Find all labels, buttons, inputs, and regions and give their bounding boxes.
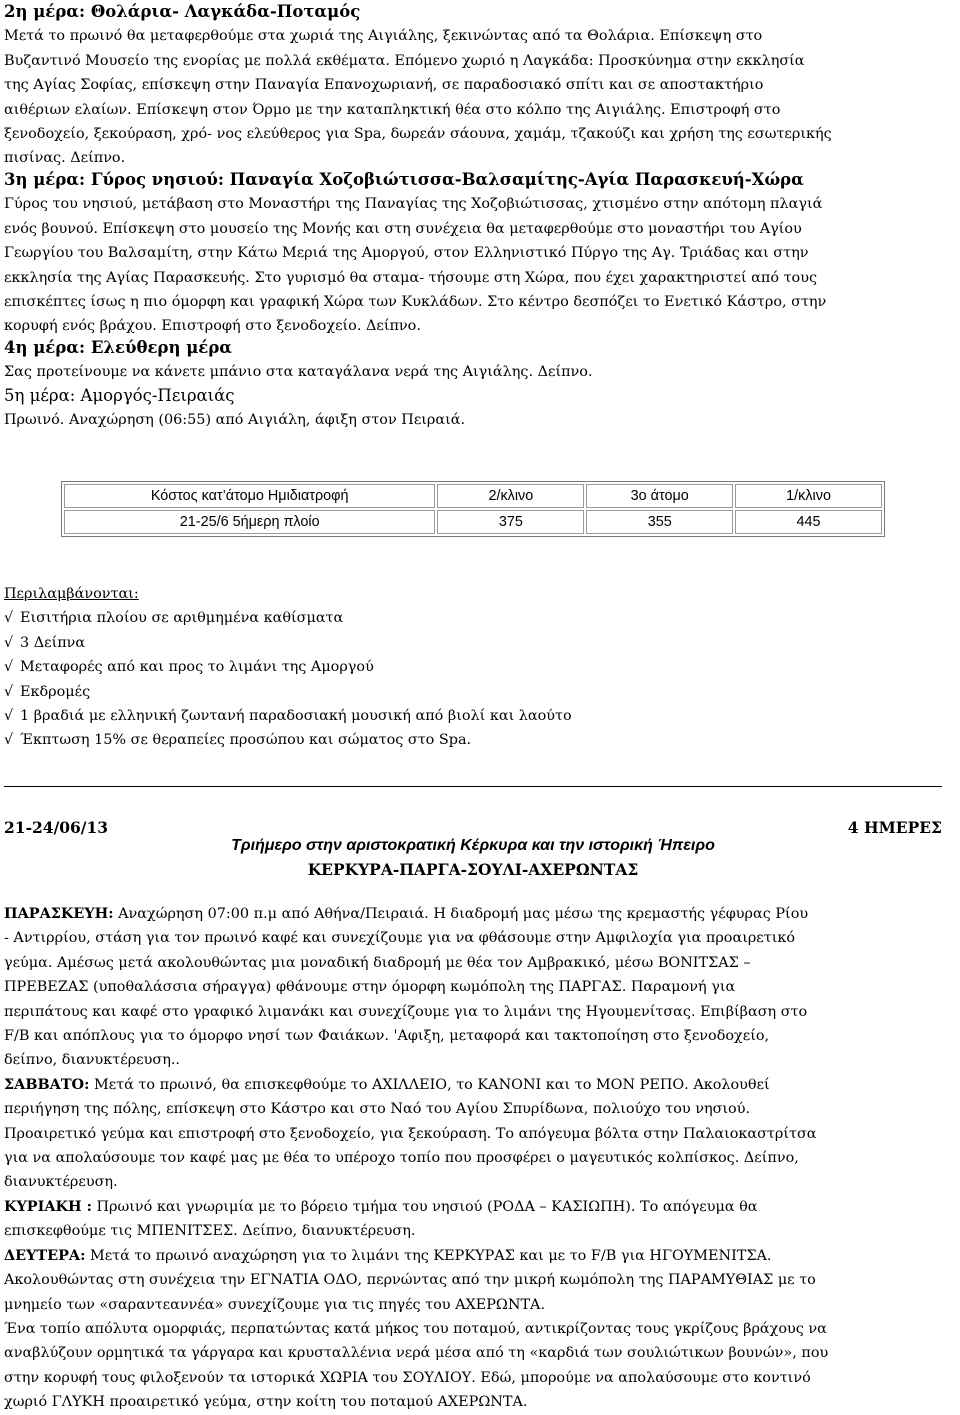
includes-heading: Περιλαμβάνονται:	[4, 586, 139, 602]
day-label: ΣΑΒΒΑΤΟ:	[4, 1075, 90, 1093]
saturday-line: περιήγηση της πόλης, επίσκεψη στο Κάστρο και στο Ναό του Αγίου Σπυρίδωνα, πολιούχο του νησιού.	[4, 1101, 751, 1118]
day3-line: Γύρος του νησιού, μετάβαση στο Μοναστήρι της Παναγίας της Χοζοβιώτισσας, χτισμένο στην απότομη πλαγιά	[4, 196, 823, 213]
section-divider	[4, 786, 942, 787]
day-label: ΠΑΡΑΣΚΕΥΗ:	[4, 905, 114, 922]
day4-heading: 4η μέρα: Ελεύθερη μέρα	[4, 338, 232, 357]
day3-line: ενός βουνού. Επίσκεψη στο μουσείο της Μονής και στη συνέχεια θα μεταφερθούμε στο μοναστήρι του Αγίου	[4, 220, 802, 237]
trip2-title: Τριήμερο στην αριστοκρατική Κέρκυρα και την ιστορική Ήπειρο	[231, 837, 715, 854]
check-icon: √	[4, 683, 14, 700]
includes-item: √ 3 Δείπνα	[4, 631, 954, 655]
sunday-paragraph: ΚΥΡΙΑΚΗ : Πρωινό και γνωριμία με το βόρειο τμήμα του νησιού (ΡΟΔΑ – ΚΑΣΙΩΠΗ). Το απόγευμα θα	[4, 1197, 758, 1215]
includes-item: √ 1 βραδιά με ελληνική ζωντανή παραδοσιακή μουσική από βιολί και λαούτο	[4, 704, 954, 728]
trip2-subtitle: ΚΕΡΚΥΡΑ-ΠΑΡΓΑ-ΣΟΥΛΙ-ΑΧΕΡΩΝΤΑΣ	[307, 860, 639, 879]
price-table-row	[64, 510, 882, 534]
price-table-cell: 375	[437, 510, 584, 534]
day4-section	[4, 336, 954, 385]
price-table-header-cell: Κόστος κατ’άτομο Ημιδιατροφή	[64, 484, 435, 508]
day3-line: επισκέπτες ίσως η πιο όμορφη και γραφική Χώρα των Κυκλάδων. Στο κέντρο δεσπόζει το Ενετικό Κάστρο, στην	[4, 294, 827, 311]
includes-section	[4, 582, 954, 753]
friday-line: F/B και απόπλους για το όμορφο νησί των Φαιάκων. 'Αφιξη, μεταφορά και τακτοποίηση στο ξενοδοχείο,	[4, 1028, 770, 1045]
price-table-cell: 21-25/6 5ήμερη πλοίο	[64, 510, 435, 534]
day3-line: Γεωργίου του Βαλσαμίτη, στην Κάτω Μεριά της Αμοργού, στον Ελληνιστικό Πύργο της Αγ. Τριάδας και στην	[4, 245, 809, 262]
includes-item: √ Εκδρομές	[4, 680, 954, 704]
includes-item: √ Εισιτήρια πλοίου σε αριθμημένα καθίσματα	[4, 606, 954, 630]
trip2-header	[4, 816, 942, 886]
check-icon: √	[4, 634, 14, 651]
friday-line: δείπνο, διανυκτέρευση..	[4, 1052, 180, 1069]
day2-line: ξενοδοχείο, ξεκούραση, χρό- νος ελεύθερος για Spa, δωρεάν σάουνα, χαμάμ, τζακούζι και χρήση της εσωτερικής	[4, 126, 832, 143]
check-icon: √	[4, 610, 14, 627]
day2-line: πισίνας. Δείπνο.	[4, 150, 126, 167]
monday-line: Ένα τοπίο απόλυτα ομορφιάς, περπατώντας κατά μήκος του ποταμού, αντικρίζοντας τους γκρίζους βράχους να	[4, 1320, 827, 1337]
price-table	[61, 481, 885, 537]
check-icon: √	[4, 732, 14, 749]
day2-line: Βυζαντινό Μουσείο της ενορίας με πολλά εκθέματα. Επόμενο χωριό η Λαγκάδα: Προσκύνημα στην εκκλησία	[4, 52, 805, 69]
price-table-header-cell: 1/κλινο	[735, 484, 882, 508]
friday-line: ΠΡΕΒΕΖΑΣ (υποθαλάσσια σήραγγα) φθάνουμε στην όμορφη κωμόπολη της ΠΑΡΓΑΣ. Παραμονή για	[4, 979, 736, 996]
day5-section	[4, 384, 954, 433]
day-label: ΚΥΡΙΑΚΗ :	[4, 1197, 92, 1215]
price-table-cell: 355	[586, 510, 733, 534]
price-table-header-row	[64, 484, 882, 508]
includes-item: √ Έκπτωση 15% σε θεραπείες προσώπου και σώματος στο Spa.	[4, 728, 954, 752]
saturday-paragraph: ΣΑΒΒΑΤΟ: Μετά το πρωινό, θα επισκεφθούμε το ΑΧΙΛΛΕΙΟ, το ΚΑΝΟΝΙ και το ΜΟΝ ΡΕΠΟ. Ακολουθεί	[4, 1075, 770, 1093]
day5-line: Πρωινό. Αναχώρηση (06:55) από Αιγιάλη, άφιξη στον Πειραιά.	[4, 412, 466, 429]
check-icon: √	[4, 708, 14, 725]
trip2-date: 21-24/06/13	[4, 818, 109, 837]
friday-line: περιπάτους και καφέ στο γραφικό λιμανάκι και συνεχίζουμε για το λιμάνι της Ηγουμενίτσας. Επιβίβαση στο	[4, 1003, 808, 1020]
day2-section	[4, 0, 954, 171]
check-icon: √	[4, 659, 14, 676]
price-table-cell: 445	[735, 510, 882, 534]
saturday-line: Προαιρετικό γεύμα και επιστροφή στο ξενοδοχείο, για ξεκούραση. Το απόγευμα βόλτα στην Παλαιοκαστρίτσα	[4, 1125, 817, 1142]
day2-line: αιθέριων ελαίων. Επίσκεψη στον Όρμο με την καταπληκτική θέα στο κόλπο της Αιγιάλης. Επιστροφή στο	[4, 101, 781, 118]
monday-line: στην κορυφή τους φιλοξενούν τα ιστορικά ΧΩΡΙΑ του ΣΟΥΛΙΟΥ. Εδώ, μπορούμε να απολαύσουμε στο κοντινό	[4, 1369, 811, 1386]
day3-line: εκκλησία της Αγίας Παρασκευής. Στο γυρισμό θα σταμα- τήσουμε στη Χώρα, που έχει χαρακτηριστεί από τους	[4, 269, 818, 286]
saturday-line: για να απολαύσουμε τον καφέ μας με θέα το υπέροχο τοπίο που προσφέρει ο μαγευτικός κολπίσκος. Δείπνο,	[4, 1150, 799, 1167]
price-table-header-cell: 2/κλινο	[437, 484, 584, 508]
friday-line: - Αντιρρίου, στάση για τον πρωινό καφέ και συνεχίζουμε για να φθάσουμε στην Αμφιλοχία για προαιρετικό	[4, 930, 796, 947]
day5-heading: 5η μέρα: Αμοργός-Πειραιάς	[4, 386, 235, 405]
day2-line: Μετά το πρωινό θα μεταφερθούμε στα χωριά της Αιγιάλης, ξεκινώντας από τα Θολάρια. Επίσκεψη στο	[4, 28, 763, 45]
day4-line: Σας προτείνουμε να κάνετε μπάνιο στα καταγάλανα νερά της Αιγιάλης. Δείπνο.	[4, 364, 593, 381]
sunday-line: επισκεφθούμε τις ΜΠΕΝΙΤΣΕΣ. Δείπνο, διανυκτέρευση.	[4, 1223, 416, 1240]
friday-line: γεύμα. Αμέσως μετά ακολουθώντας μια μοναδική διαδρομή με θέα τον Αμβρακικό, μέσω ΒΟΝΙΤΣΑΣ –	[4, 954, 751, 971]
includes-item: √ Μεταφορές από και προς το λιμάνι της Αμοργού	[4, 655, 954, 679]
day3-section	[4, 168, 954, 339]
monday-line: αναβλύζουν ορμητικά τα γάργαρα και κρυσταλλένια νερά μέσα από τη «καρδιά των σουλιώτικων βουνών», που	[4, 1345, 829, 1362]
monday-line: μνημείο των «σαραντεαννέα» συνεχίζουμε για τις πηγές του ΑΧΕΡΩΝΤΑ.	[4, 1296, 546, 1313]
trip2-body	[4, 902, 942, 1415]
monday-line: χωριό ΓΛΥΚΗ προαιρετικό γεύμα, στην κοίτη του ποταμού ΑΧΕΡΩΝΤΑ.	[4, 1394, 528, 1411]
trip2-days: 4 ΗΜΕΡΕΣ	[847, 818, 942, 837]
day3-heading: 3η μέρα: Γύρος νησιού: Παναγία Χοζοβιώτισσα-Βαλσαμίτης-Αγία Παρασκευή-Χώρα	[4, 170, 804, 189]
day2-heading: 2η μέρα: Θολάρια- Λαγκάδα-Ποταμός	[4, 2, 361, 21]
day2-line: της Αγίας Σοφίας, επίσκεψη στην Παναγία Επανοχωριανή, σε παραδοσιακό σπίτι και σε αποστακτήριο	[4, 77, 764, 94]
day-label: ΔΕΥΤΕΡΑ:	[4, 1246, 86, 1264]
saturday-line: διανυκτέρευση.	[4, 1174, 118, 1191]
price-table-header-cell: 3ο άτομο	[586, 484, 733, 508]
monday-paragraph: ΔΕΥΤΕΡΑ: Μετά το πρωινό αναχώρηση για το λιμάνι της ΚΕΡΚΥΡΑΣ και με το F/B για ΗΓΟΥΜΕΝΙΤΣΑ.	[4, 1246, 772, 1264]
friday-paragraph: ΠΑΡΑΣΚΕΥΗ: Αναχώρηση 07:00 π.μ από Αθήνα/Πειραιά. Η διαδρομή μας μέσω της κρεμαστής γέφυρας Ρίου	[4, 905, 809, 922]
day3-line: κορυφή ενός βράχου. Επιστροφή στο ξενοδοχείο. Δείπνο.	[4, 318, 421, 335]
monday-line: Ακολουθώντας στη συνέχεια την ΕΓΝΑΤΙΑ ΟΔΟ, περνώντας από την μικρή κωμόπολη της ΠΑΡΑΜΥΘΙΑΣ με το	[4, 1272, 816, 1289]
